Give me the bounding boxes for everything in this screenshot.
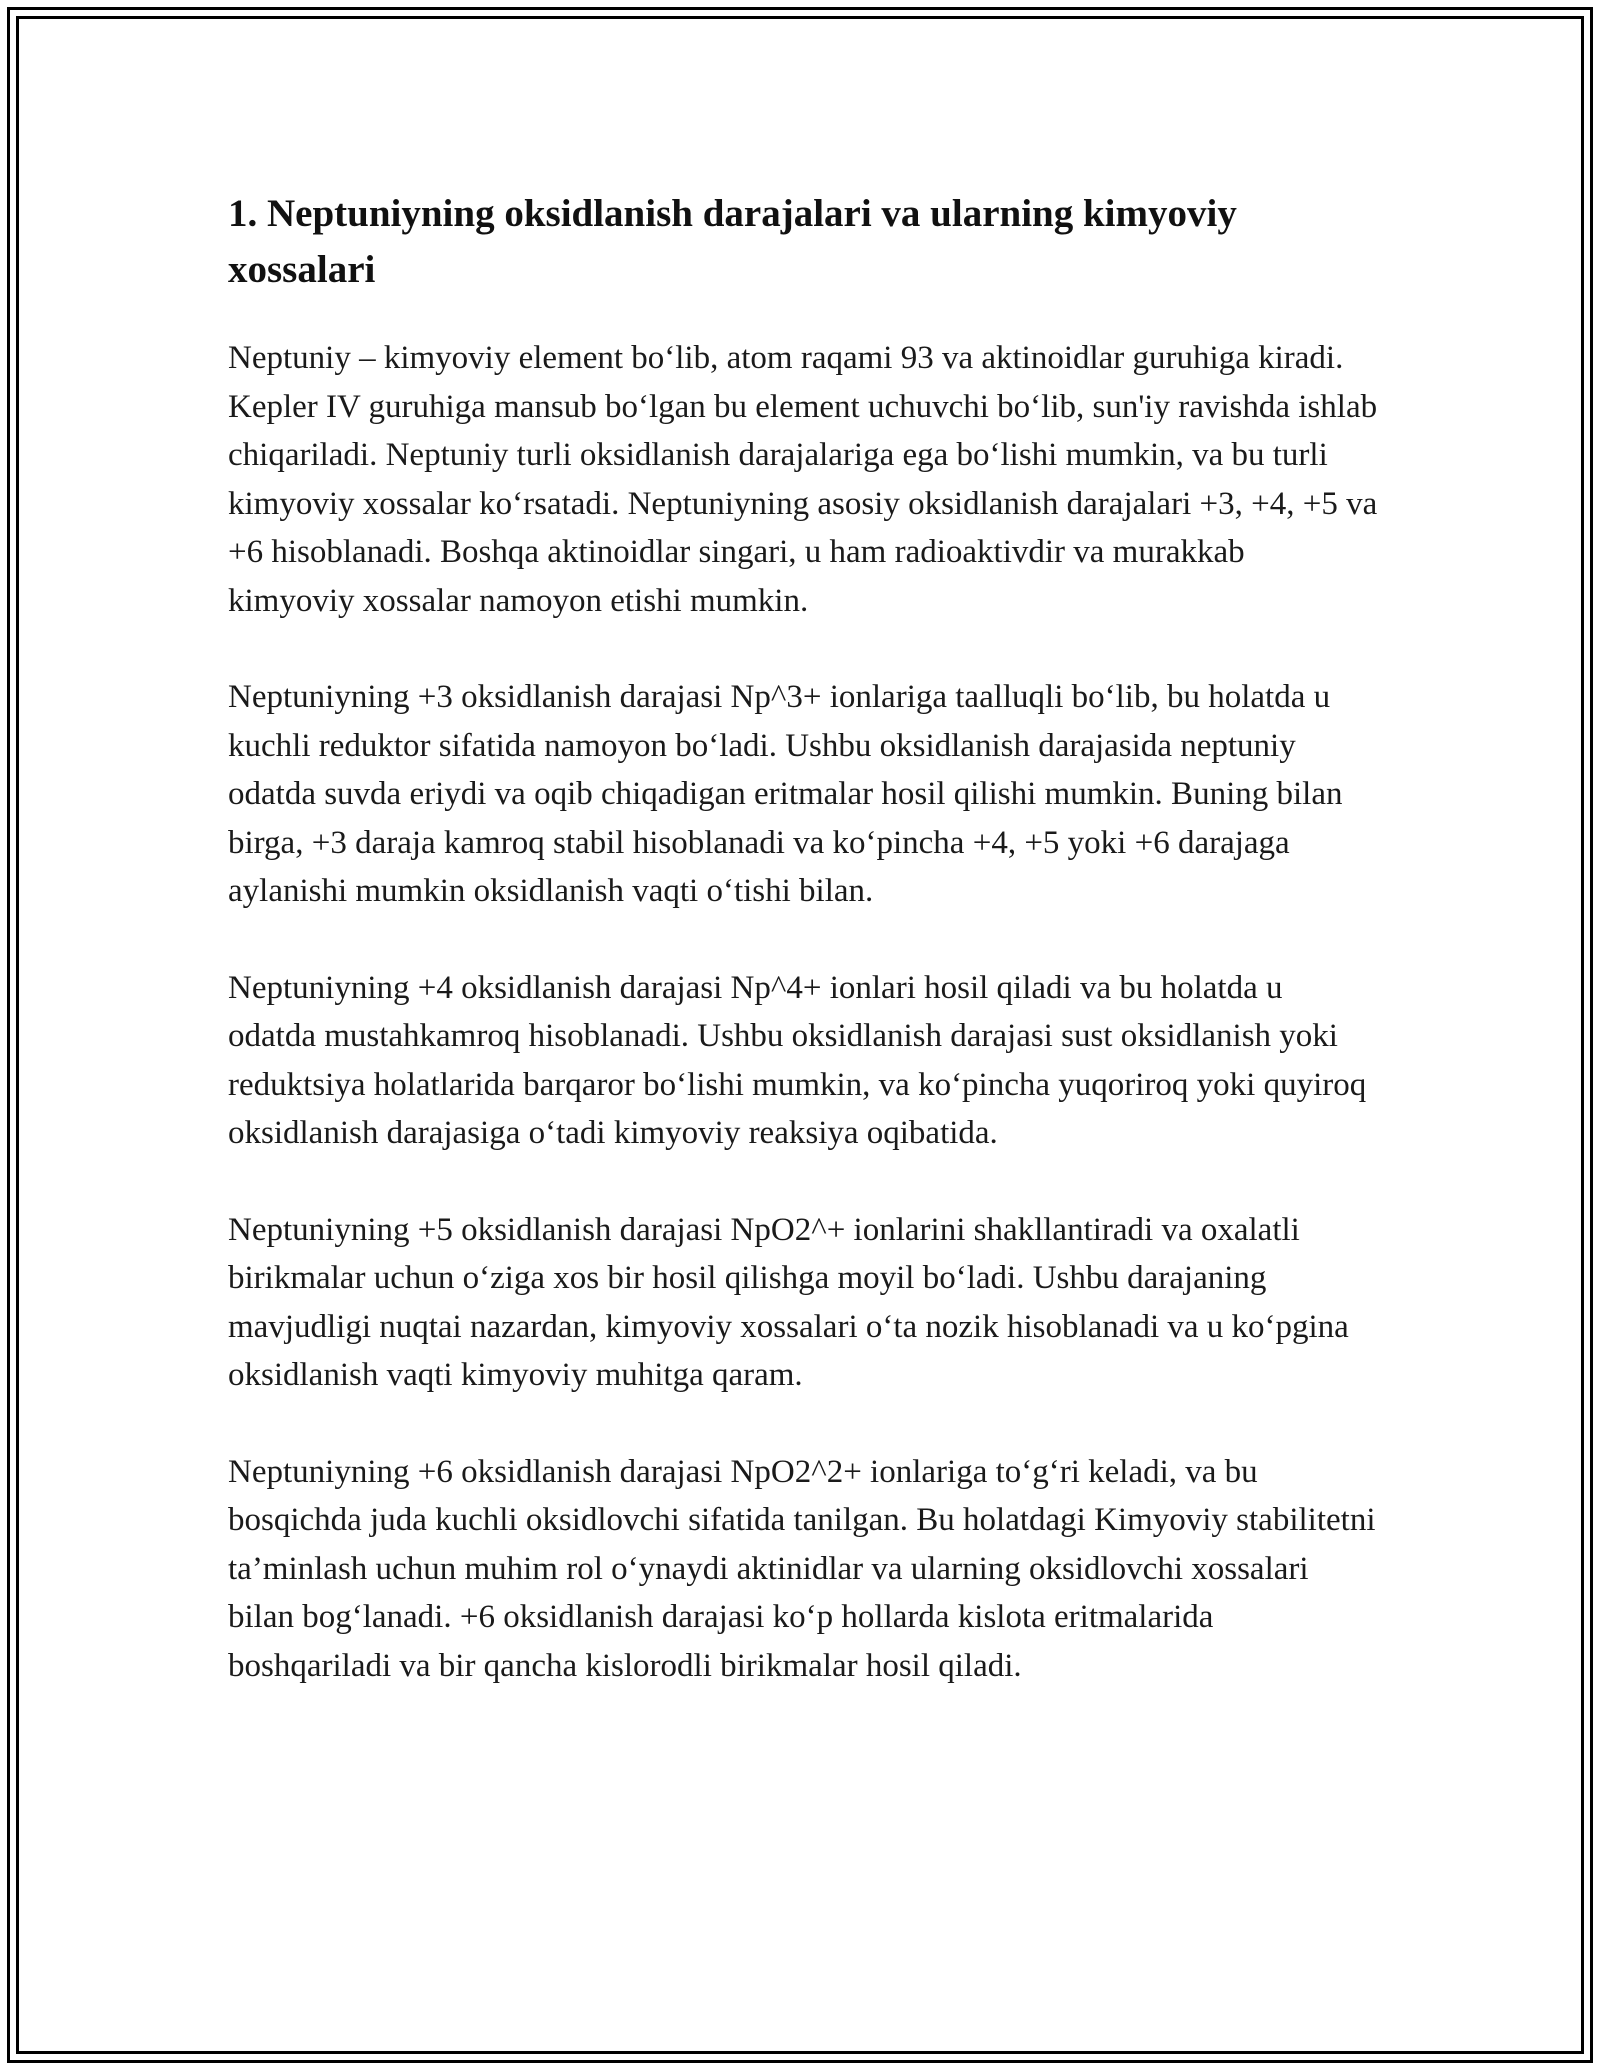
paragraph-oxidation-plus5: Neptuniyning +5 oksidlanish darajasi NpO2^+ ionlarini shakllantiradi va oxalatli birikmalar uchun o‘ziga xos bir hosil qilishga moyil bo‘ladi. Ushbu darajaning mavjudligi nuqtai nazardan, kimyoviy xossalari o‘ta nozik hisoblanadi va u ko‘pgina oksidlanish vaqti kimyoviy muhitga qaram. [228,1211,1349,1393]
paragraph-oxidation-plus3: Neptuniyning +3 oksidlanish darajasi Np^3+ ionlariga taalluqli bo‘lib, bu holatda u kuchli reduktor sifatida namoyon bo‘ladi. Ushbu oksidlanish darajasida neptuniy odatda suvda eriydi va oqib chiqadigan eritmalar hosil qilishi mumkin. Buning bilan birga, +3 daraja kamroq stabil hisoblanadi va ko‘pincha +4, +5 yoki +6 darajaga aylanishi mumkin oksidlanish vaqti o‘tishi bilan. [228,679,1343,909]
document-body [228,186,1378,1738]
paragraph-oxidation-plus4: Neptuniyning +4 oksidlanish darajasi Np^4+ ionlari hosil qiladi va bu holatda u odatda mustahkamroq hisoblanadi. Ushbu oksidlanish darajasi sust oksidlanish yoki reduktsiya holatlarida barqaror bo‘lishi mumkin, va ko‘pincha yuqoriroq yoki quyiroq oksidlanish darajasiga o‘tadi kimyoviy reaksiya oqibatida. [228,969,1367,1151]
paragraph-oxidation-plus6: Neptuniyning +6 oksidlanish darajasi NpO2^2+ ionlariga to‘g‘ri keladi, va bu bosqichda juda kuchli oksidlovchi sifatida tanilgan. Bu holatdagi Kimyoviy stabilitetni ta’minlash uchun muhim rol o‘ynaydi aktinidlar va ularning oksidlovchi xossalari bilan bog‘lanadi. +6 oksidlanish darajasi ko‘p hollarda kislota eritmalarida boshqariladi va bir qancha kislorodli birikmalar hosil qiladi. [228,1453,1376,1684]
section-title: 1. Neptuniyning oksidlanish darajalari va ularning kimyoviy xossalari [228,192,1237,291]
paragraph-intro: Neptuniy – kimyoviy element bo‘lib, atom raqami 93 va aktinoidlar guruhiga kiradi. Kepler IV guruhiga mansub bo‘lgan bu element uchuvchi bo‘lib, sun'iy ravishda ishlab chiqariladi. Neptuniy turli oksidlanish darajalariga ega bo‘lishi mumkin, va bu turli kimyoviy xossalar ko‘rsatadi. Neptuniyning asosiy oksidlanish darajalari +3, +4, +5 va +6 hisoblanadi. Boshqa aktinoidlar singari, u ham radioaktivdir va murakkab kimyoviy xossalar namoyon etishi mumkin. [228,340,1378,619]
